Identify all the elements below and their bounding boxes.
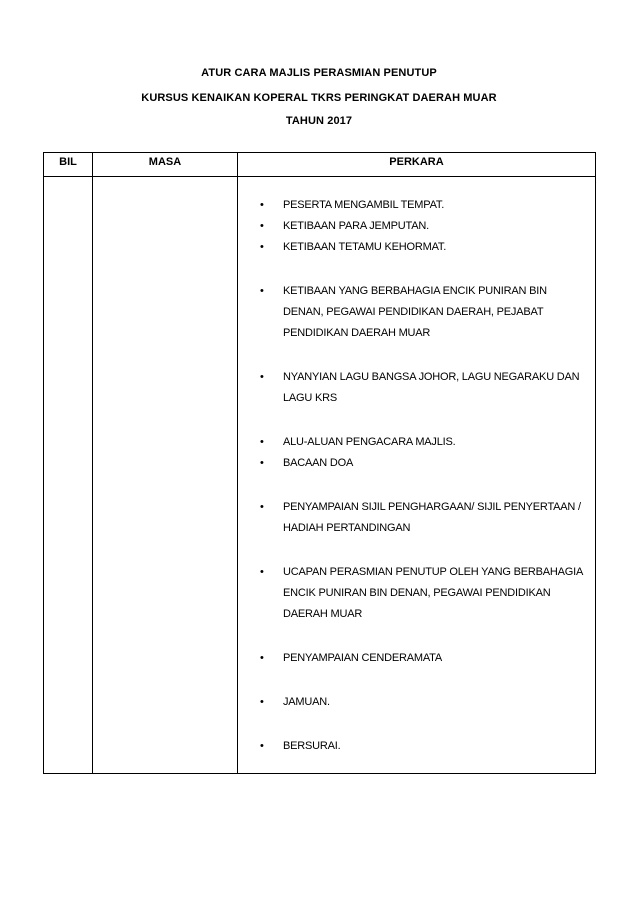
bullet-icon: • <box>260 740 264 752</box>
column-header-perkara: PERKARA <box>238 153 596 177</box>
list-item <box>238 237 595 258</box>
agenda-list <box>238 177 595 757</box>
bullet-icon: • <box>260 696 264 708</box>
list-item-text: BACAAN DOA <box>283 457 354 469</box>
list-item-text: KETIBAAN PARA JEMPUTAN. <box>283 220 429 232</box>
bullet-icon: • <box>260 220 264 232</box>
table-row <box>44 177 596 774</box>
column-header-bil: BIL <box>44 153 93 177</box>
list-item <box>238 281 595 344</box>
list-item-text: BERSURAI. <box>283 740 341 752</box>
title-line-3: TAHUN 2017 <box>285 115 353 127</box>
cell-masa <box>93 177 238 774</box>
list-item-text: NYANYIAN LAGU BANGSA JOHOR, LAGU NEGARAKU DAN LAGU KRS <box>283 371 580 404</box>
bullet-icon: • <box>260 457 264 469</box>
list-item <box>238 367 595 409</box>
cell-bil <box>44 177 93 774</box>
bullet-icon: • <box>260 241 264 253</box>
list-item <box>238 562 595 625</box>
list-item-text: PESERTA MENGAMBIL TEMPAT. <box>283 199 445 211</box>
list-item <box>238 453 595 474</box>
title-line-2: KURSUS KENAIKAN KOPERAL TKRS PERINGKAT DAERAH MUAR <box>141 92 497 104</box>
table-header-row <box>44 153 596 177</box>
title-line-1: ATUR CARA MAJLIS PERASMIAN PENUTUP <box>201 67 437 79</box>
list-item <box>238 497 595 539</box>
list-item <box>238 216 595 237</box>
list-item-text: ALU-ALUAN PENGACARA MAJLIS. <box>283 436 456 448</box>
cell-perkara <box>238 177 596 774</box>
list-item-text: PENYAMPAIAN SIJIL PENGHARGAAN/ SIJIL PENYERTAAN / HADIAH PERTANDINGAN <box>283 501 581 534</box>
list-item <box>238 736 595 757</box>
list-item <box>238 692 595 713</box>
list-item-text: UCAPAN PERASMIAN PENUTUP OLEH YANG BERBAHAGIA ENCIK PUNIRAN BIN DENAN, PEGAWAI PENDIDIKAN DAERAH MUAR <box>283 566 583 620</box>
column-header-masa: MASA <box>93 153 238 177</box>
list-item <box>238 648 595 669</box>
list-item <box>238 432 595 453</box>
list-item-text: PENYAMPAIAN CENDERAMATA <box>283 652 442 664</box>
bullet-icon: • <box>260 436 264 448</box>
bullet-icon: • <box>260 285 264 297</box>
list-item-text: KETIBAAN TETAMU KEHORMAT. <box>283 241 447 253</box>
schedule-table <box>43 152 596 774</box>
list-item-text: KETIBAAN YANG BERBAHAGIA ENCIK PUNIRAN BIN DENAN, PEGAWAI PENDIDIKAN DAERAH, PEJABAT PENDIDIKAN DAERAH MUAR <box>283 285 547 339</box>
bullet-icon: • <box>260 652 264 664</box>
list-item-text: JAMUAN. <box>283 696 330 708</box>
list-item <box>238 195 595 216</box>
bullet-icon: • <box>260 371 264 383</box>
bullet-icon: • <box>260 501 264 513</box>
bullet-icon: • <box>260 566 264 578</box>
bullet-icon: • <box>260 199 264 211</box>
